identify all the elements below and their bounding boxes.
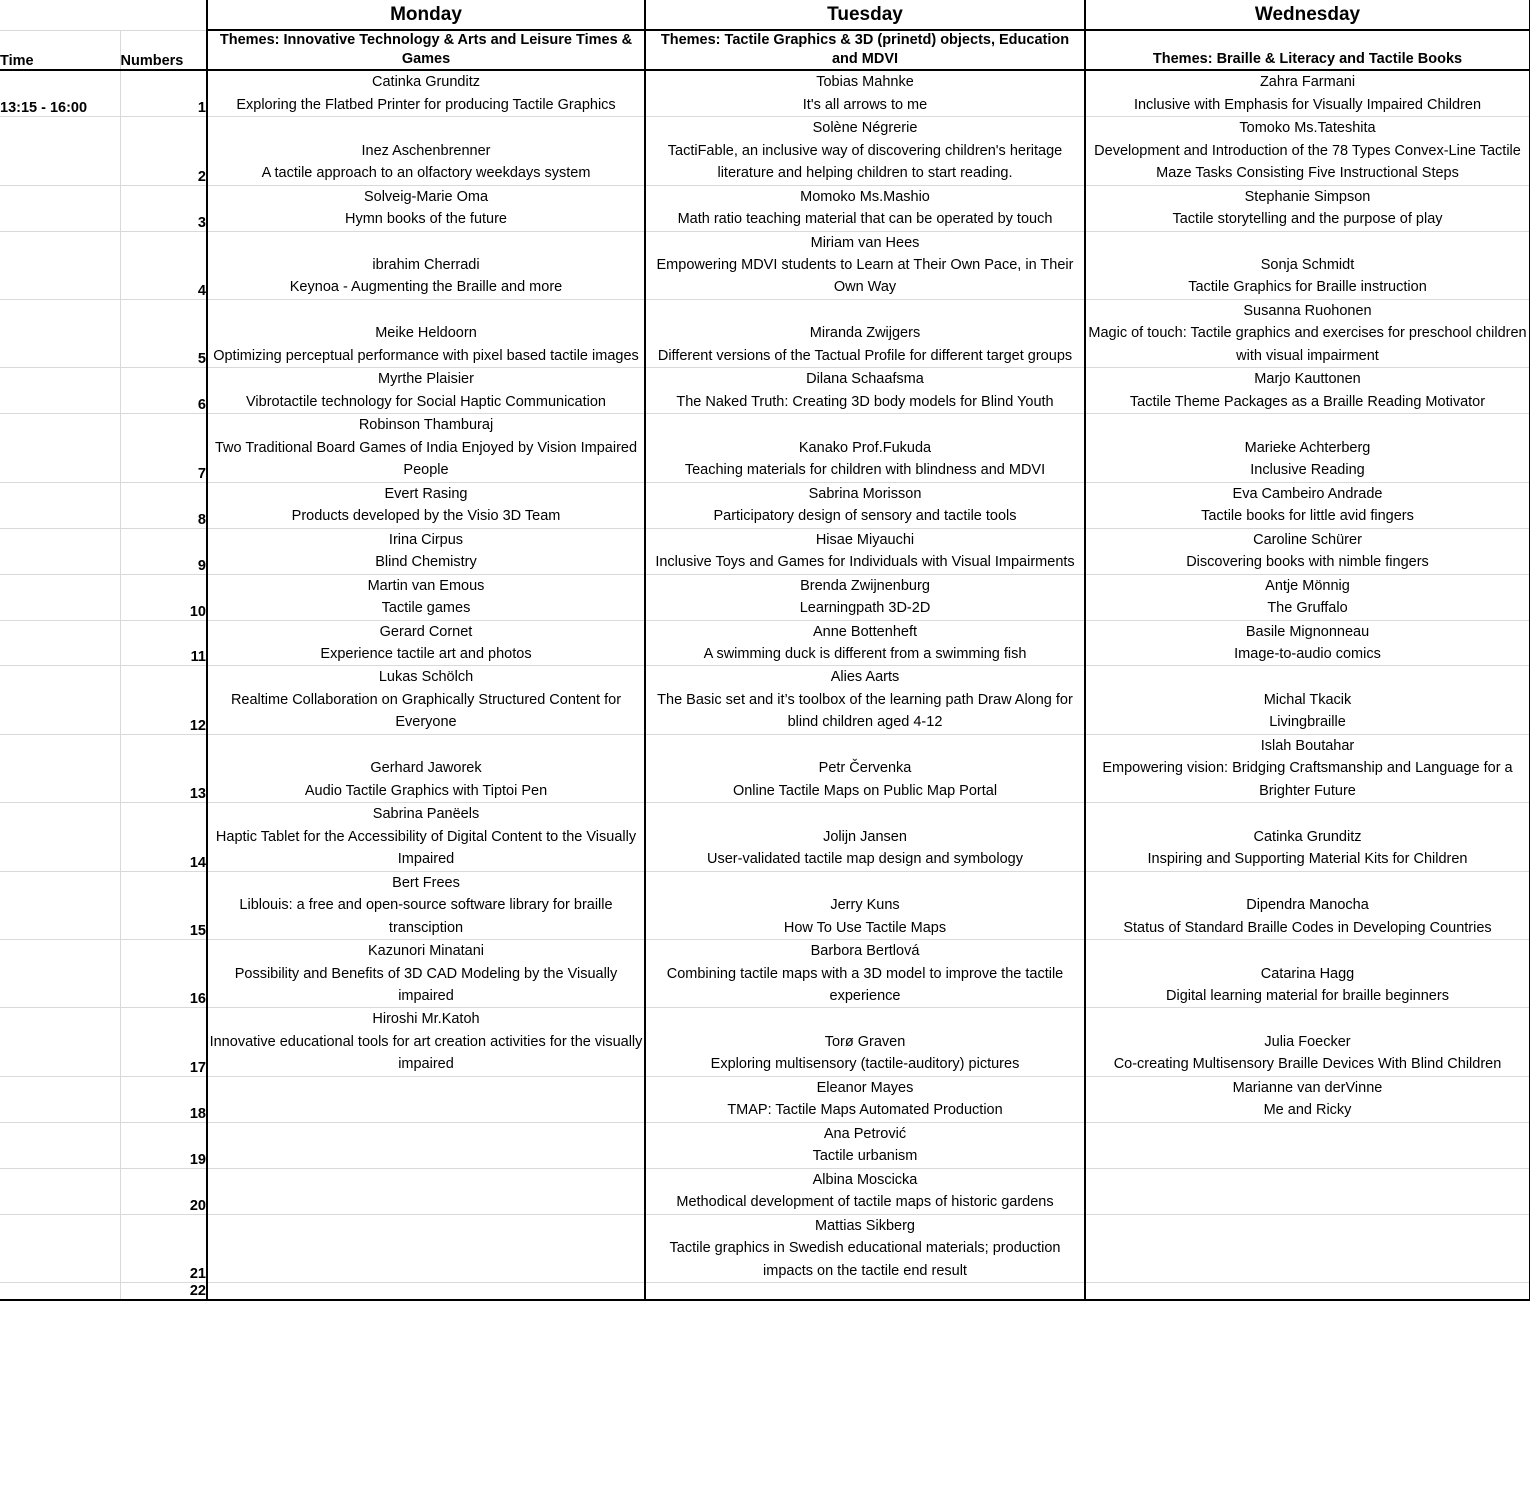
session-speaker: Momoko Ms.Mashio	[800, 188, 930, 205]
session-title: Inclusive Toys and Games for Individuals with Visual Impairments	[655, 554, 1075, 571]
table-row	[0, 414, 1530, 482]
session-cell-wednesday	[1085, 1214, 1530, 1282]
session-number-cell: 6	[120, 368, 207, 414]
session-speaker: Ana Petrović	[823, 1125, 907, 1142]
session-title: Methodical development of tactile maps of historic gardens	[676, 1194, 1054, 1211]
session-number-cell: 16	[120, 940, 207, 1008]
session-speaker: Brenda Zwijnenburg	[800, 577, 930, 594]
session-time-cell	[0, 940, 120, 1008]
session-cell-tuesday	[645, 1214, 1085, 1282]
session-speaker: Petr Červenka	[818, 760, 912, 777]
session-speaker: Sabrina Morisson	[808, 485, 922, 502]
table-row	[0, 1214, 1530, 1282]
session-time-cell	[0, 299, 120, 367]
session-cell-wednesday	[1085, 803, 1530, 871]
session-cell-wednesday	[1085, 1283, 1530, 1301]
session-title: How To Use Tactile Maps	[783, 919, 947, 936]
session-number-cell: 20	[120, 1168, 207, 1214]
session-cell-wednesday	[1085, 620, 1530, 666]
session-time-cell	[0, 666, 120, 734]
session-title: Exploring the Flatbed Printer for producing Tactile Graphics	[236, 96, 616, 113]
session-title: Optimizing perceptual performance with pixel based tactile images	[213, 347, 639, 364]
session-speaker: Jolijn Jansen	[823, 828, 907, 845]
session-speaker: Susanna Ruohonen	[1243, 302, 1372, 319]
session-cell-tuesday	[645, 482, 1085, 528]
theme-monday: Themes: Innovative Technology & Arts and Leisure Times & Games	[207, 30, 645, 70]
session-title: Experience tactile art and photos	[320, 645, 532, 662]
session-time-cell	[0, 734, 120, 802]
session-number-cell: 12	[120, 666, 207, 734]
session-speaker: Marjo Kauttonen	[1254, 371, 1361, 388]
session-title: A swimming duck is different from a swimming fish	[703, 645, 1027, 662]
session-cell-tuesday	[645, 528, 1085, 574]
session-cell-tuesday	[645, 666, 1085, 734]
session-speaker: Hisae Miyauchi	[815, 531, 915, 548]
table-row	[0, 1168, 1530, 1214]
session-speaker: Evert Rasing	[384, 485, 468, 502]
session-cell-monday	[207, 734, 645, 802]
session-cell-wednesday	[1085, 1076, 1530, 1122]
session-speaker: Robinson Thamburaj	[358, 417, 494, 434]
session-speaker: Myrthe Plaisier	[378, 371, 474, 388]
session-number-cell: 13	[120, 734, 207, 802]
session-title: Blind Chemistry	[375, 554, 477, 571]
session-cell-tuesday	[645, 1168, 1085, 1214]
session-speaker: Barbora Bertlová	[810, 943, 920, 960]
session-cell-wednesday	[1085, 1008, 1530, 1076]
session-cell-wednesday	[1085, 231, 1530, 299]
theme-tuesday: Themes: Tactile Graphics & 3D (prinetd) objects, Education and MDVI	[645, 30, 1085, 70]
table-row	[0, 117, 1530, 185]
session-number-cell: 19	[120, 1122, 207, 1168]
session-title: Possibility and Benefits of 3D CAD Modeling by the Visually impaired	[234, 965, 618, 1004]
session-speaker: Hiroshi Mr.Katoh	[372, 1011, 480, 1028]
session-cell-monday	[207, 1168, 645, 1214]
session-speaker: Mattias Sikberg	[815, 1217, 915, 1234]
session-number-cell: 17	[120, 1008, 207, 1076]
session-title: Development and Introduction of the 78 Types Convex-Line Tactile Maze Tasks Consisting Five Instructional Steps	[1094, 142, 1521, 182]
session-speaker: Antje Mönnig	[1265, 577, 1350, 594]
table-row	[0, 871, 1530, 939]
session-title: TMAP: Tactile Maps Automated Production	[727, 1102, 1003, 1119]
session-title: Inclusive with Emphasis for Visually Impaired Children	[1133, 96, 1482, 113]
day-header-wednesday: Wednesday	[1085, 0, 1530, 30]
session-title: Empowering vision: Bridging Craftsmanship and Language for a Brighter Future	[1102, 760, 1513, 799]
session-number-cell: 2	[120, 117, 207, 185]
table-row	[0, 482, 1530, 528]
table-header	[0, 0, 1530, 70]
session-speaker: Sonja Schmidt	[1260, 257, 1355, 273]
session-number-cell: 18	[120, 1076, 207, 1122]
session-cell-wednesday	[1085, 482, 1530, 528]
session-cell-wednesday	[1085, 299, 1530, 367]
session-title: Products developed by the Visio 3D Team	[291, 508, 561, 525]
session-title: Magic of touch: Tactile graphics and exercises for preschool children with visual impairment	[1088, 325, 1527, 364]
session-speaker: Eva Cambeiro Andrade	[1232, 485, 1383, 502]
session-cell-tuesday	[645, 940, 1085, 1008]
session-cell-monday	[207, 299, 645, 367]
session-title: Combining tactile maps with a 3D model to improve the tactile experience	[666, 965, 1064, 1004]
session-cell-monday	[207, 70, 645, 116]
session-speaker: Kazunori Minatani	[367, 943, 485, 960]
session-number-cell: 9	[120, 528, 207, 574]
session-time-cell	[0, 871, 120, 939]
session-cell-monday	[207, 620, 645, 666]
session-time-cell	[0, 414, 120, 482]
session-cell-tuesday	[645, 1008, 1085, 1076]
session-time-cell	[0, 231, 120, 299]
session-title: Me and Ricky	[1263, 1102, 1352, 1119]
session-speaker: Dilana Schaafsma	[806, 371, 924, 388]
session-cell-tuesday	[645, 871, 1085, 939]
session-time-cell	[0, 482, 120, 528]
session-speaker: Tomoko Ms.Tateshita	[1239, 120, 1376, 137]
session-cell-tuesday	[645, 414, 1085, 482]
session-cell-wednesday	[1085, 940, 1530, 1008]
theme-header-row	[0, 30, 1530, 70]
session-number-cell: 4	[120, 231, 207, 299]
session-time-cell	[0, 368, 120, 414]
session-time-cell	[0, 574, 120, 620]
session-title: Liblouis: a free and open-source software library for braille transciption	[239, 897, 613, 936]
session-number-cell: 11	[120, 620, 207, 666]
session-time-cell	[0, 620, 120, 666]
session-speaker: Catinka Grunditz	[1253, 828, 1362, 845]
session-cell-monday	[207, 528, 645, 574]
session-speaker: Inez Aschenbrenner	[361, 142, 491, 159]
session-title: Haptic Tablet for the Accessibility of Digital Content to the Visually Impaired	[215, 828, 637, 868]
session-time-cell	[0, 803, 120, 871]
day-header-tuesday: Tuesday	[645, 0, 1085, 30]
table-row	[0, 185, 1530, 231]
session-cell-monday	[207, 117, 645, 185]
session-cell-wednesday	[1085, 1122, 1530, 1168]
session-title: Status of Standard Braille Codes in Developing Countries	[1123, 919, 1492, 936]
session-title: Keynoa - Augmenting the Braille and more	[289, 279, 563, 296]
session-speaker: Anne Bottenheft	[813, 623, 917, 640]
session-cell-monday	[207, 1214, 645, 1282]
table-row	[0, 940, 1530, 1008]
session-cell-wednesday	[1085, 414, 1530, 482]
session-speaker: Kanako Prof.Fukuda	[798, 439, 932, 456]
session-speaker: Jerry Kuns	[830, 897, 900, 914]
session-cell-wednesday	[1085, 70, 1530, 116]
session-cell-wednesday	[1085, 871, 1530, 939]
session-speaker: Sabrina Panëels	[372, 806, 480, 823]
session-cell-monday	[207, 1008, 645, 1076]
session-title: Livingbraille	[1269, 714, 1346, 731]
session-speaker: Julia Foecker	[1264, 1033, 1351, 1050]
session-time-cell	[0, 1214, 120, 1282]
session-speaker: Alies Aarts	[830, 669, 900, 686]
session-cell-monday	[207, 940, 645, 1008]
session-speaker: Zahra Farmani	[1259, 74, 1356, 91]
session-number-cell: 5	[120, 299, 207, 367]
session-cell-tuesday	[645, 1283, 1085, 1301]
session-title: Audio Tactile Graphics with Tiptoi Pen	[304, 782, 548, 799]
session-title: Image-to-audio comics	[1234, 645, 1381, 662]
session-title: Inspiring and Supporting Material Kits for Children	[1147, 851, 1468, 868]
session-speaker: Islah Boutahar	[1260, 737, 1355, 754]
session-cell-tuesday	[645, 299, 1085, 367]
table-row	[0, 70, 1530, 116]
session-cell-monday	[207, 666, 645, 734]
session-title: Tactile urbanism	[812, 1148, 918, 1165]
session-time-cell	[0, 1122, 120, 1168]
session-cell-tuesday	[645, 1076, 1085, 1122]
session-time-cell	[0, 528, 120, 574]
session-title: A tactile approach to an olfactory weekdays system	[261, 165, 591, 182]
table-row	[0, 231, 1530, 299]
session-cell-wednesday	[1085, 666, 1530, 734]
session-speaker: Miriam van Hees	[810, 234, 920, 251]
session-cell-wednesday	[1085, 1168, 1530, 1214]
session-title: The Gruffalo	[1267, 600, 1348, 617]
session-cell-wednesday	[1085, 734, 1530, 802]
session-cell-tuesday	[645, 70, 1085, 116]
session-speaker: Martin van Emous	[367, 577, 485, 594]
table-row	[0, 1076, 1530, 1122]
session-cell-tuesday	[645, 734, 1085, 802]
session-speaker: Gerard Cornet	[379, 623, 473, 640]
theme-wednesday: Themes: Braille & Literacy and Tactile Books	[1085, 30, 1530, 70]
session-time-cell	[0, 1076, 120, 1122]
session-cell-monday	[207, 1283, 645, 1301]
session-number-cell: 3	[120, 185, 207, 231]
session-title: Digital learning material for braille beginners	[1166, 988, 1449, 1004]
session-cell-monday	[207, 574, 645, 620]
session-speaker: Torø Graven	[824, 1033, 906, 1050]
column-header-time: Time	[0, 30, 120, 70]
session-cell-monday	[207, 871, 645, 939]
session-cell-monday	[207, 1076, 645, 1122]
session-title: Hymn books of the future	[345, 211, 507, 228]
session-cell-tuesday	[645, 185, 1085, 231]
session-speaker: Catarina Hagg	[1260, 965, 1355, 982]
session-speaker: Tobias Mahnke	[816, 74, 914, 91]
day-header-monday: Monday	[207, 0, 645, 30]
session-title: It's all arrows to me	[802, 96, 928, 113]
session-time-cell	[0, 1168, 120, 1214]
session-title: Tactile graphics in Swedish educational materials; production impacts on the tactile end result	[669, 1240, 1061, 1279]
session-title: Learningpath 3D-2D	[799, 600, 931, 617]
session-title: Tactile Theme Packages as a Braille Reading Motivator	[1129, 393, 1486, 410]
table-row	[0, 1008, 1530, 1076]
session-speaker: Stephanie Simpson	[1244, 188, 1371, 205]
session-title: TactiFable, an inclusive way of discovering children's heritage literature and helping children to start reading.	[667, 142, 1063, 182]
table-row	[0, 1122, 1530, 1168]
session-speaker: Marieke Achterberg	[1244, 439, 1371, 456]
table-row	[0, 299, 1530, 367]
session-time-cell	[0, 185, 120, 231]
session-speaker: Irina Cirpus	[388, 531, 464, 548]
corner-blank-time	[0, 0, 120, 30]
session-time-cell	[0, 1008, 120, 1076]
session-time-cell	[0, 117, 120, 185]
session-title: Math ratio teaching material that can be operated by touch	[677, 211, 1053, 228]
session-title: Tactile books for little avid fingers	[1201, 508, 1414, 525]
session-speaker: Bert Frees	[392, 874, 460, 891]
session-cell-tuesday	[645, 620, 1085, 666]
session-speaker: Miranda Zwijgers	[809, 325, 921, 342]
session-cell-tuesday	[645, 574, 1085, 620]
session-speaker: Solène Négrerie	[812, 120, 918, 137]
session-title: Tactile games	[381, 600, 471, 617]
session-cell-wednesday	[1085, 117, 1530, 185]
session-title: Innovative educational tools for art creation activities for the visually impaired	[209, 1033, 643, 1073]
session-time-cell: 13:15 - 16:00	[0, 70, 120, 116]
session-title: The Naked Truth: Creating 3D body models for Blind Youth	[676, 393, 1054, 410]
session-title: Different versions of the Tactual Profile for different target groups	[657, 347, 1073, 364]
session-speaker: Marianne van derVinne	[1232, 1079, 1383, 1096]
session-speaker: Dipendra Manocha	[1246, 897, 1369, 914]
session-speaker: Meike Heldoorn	[375, 325, 477, 342]
session-number-cell: 14	[120, 803, 207, 871]
session-title: Exploring multisensory (tactile-auditory) pictures	[710, 1056, 1020, 1073]
session-title: User-validated tactile map design and symbology	[707, 851, 1023, 868]
session-cell-monday	[207, 185, 645, 231]
session-title: Discovering books with nimble fingers	[1186, 554, 1429, 571]
session-title: The Basic set and it’s toolbox of the learning path Draw Along for blind children aged 4-12	[657, 691, 1073, 731]
session-title: Two Traditional Board Games of India Enjoyed by Vision Impaired People	[214, 439, 638, 479]
session-title: Empowering MDVI students to Learn at Their Own Pace, in Their Own Way	[656, 257, 1074, 296]
table-row	[0, 574, 1530, 620]
table-row	[0, 1283, 1530, 1301]
session-cell-monday	[207, 368, 645, 414]
session-title: Inclusive Reading	[1250, 462, 1365, 479]
session-title: Teaching materials for children with blindness and MDVI	[684, 462, 1046, 479]
session-cell-monday	[207, 1122, 645, 1168]
session-cell-wednesday	[1085, 185, 1530, 231]
session-speaker: Lukas Schölch	[378, 669, 474, 686]
session-speaker: Gerhard Jaworek	[370, 760, 482, 777]
session-time-cell	[0, 1283, 120, 1301]
session-cell-tuesday	[645, 1122, 1085, 1168]
session-speaker: Catinka Grunditz	[372, 74, 480, 91]
session-number-cell: 10	[120, 574, 207, 620]
session-speaker: Eleanor Mayes	[816, 1079, 914, 1096]
corner-blank-numbers	[120, 0, 207, 30]
table-body	[0, 70, 1530, 1300]
session-cell-tuesday	[645, 117, 1085, 185]
table-row	[0, 368, 1530, 414]
session-title: Realtime Collaboration on Graphically Structured Content for Everyone	[230, 691, 622, 731]
session-title: Tactile storytelling and the purpose of play	[1172, 211, 1443, 228]
session-title: Co-creating Multisensory Braille Devices With Blind Children	[1113, 1056, 1502, 1073]
table-row	[0, 528, 1530, 574]
table-row	[0, 666, 1530, 734]
session-number-cell: 22	[120, 1283, 207, 1301]
session-speaker: Michal Tkacik	[1263, 691, 1352, 708]
session-number-cell: 8	[120, 482, 207, 528]
session-cell-monday	[207, 803, 645, 871]
session-number-cell: 7	[120, 414, 207, 482]
session-number-cell: 21	[120, 1214, 207, 1282]
session-cell-monday	[207, 482, 645, 528]
table-row	[0, 734, 1530, 802]
session-speaker: Basile Mignonneau	[1245, 623, 1370, 640]
session-title: Online Tactile Maps on Public Map Portal	[732, 782, 998, 799]
session-speaker: Caroline Schürer	[1253, 531, 1362, 548]
table-row	[0, 803, 1530, 871]
session-cell-wednesday	[1085, 528, 1530, 574]
session-cell-monday	[207, 231, 645, 299]
session-title: Participatory design of sensory and tactile tools	[713, 508, 1017, 525]
column-header-numbers: Numbers	[120, 30, 207, 70]
session-speaker: ibrahim Cherradi	[372, 257, 480, 273]
day-header-row	[0, 0, 1530, 30]
session-cell-tuesday	[645, 803, 1085, 871]
session-cell-tuesday	[645, 368, 1085, 414]
session-speaker: Solveig-Marie Oma	[363, 188, 489, 205]
session-cell-tuesday	[645, 231, 1085, 299]
session-cell-monday	[207, 414, 645, 482]
session-number-cell: 15	[120, 871, 207, 939]
session-title: Tactile Graphics for Braille instruction	[1188, 279, 1427, 296]
table-row	[0, 620, 1530, 666]
session-cell-wednesday	[1085, 574, 1530, 620]
session-number-cell: 1	[120, 70, 207, 116]
session-speaker: Albina Moscicka	[812, 1171, 918, 1188]
session-cell-wednesday	[1085, 368, 1530, 414]
session-title: Vibrotactile technology for Social Haptic Communication	[246, 393, 606, 410]
